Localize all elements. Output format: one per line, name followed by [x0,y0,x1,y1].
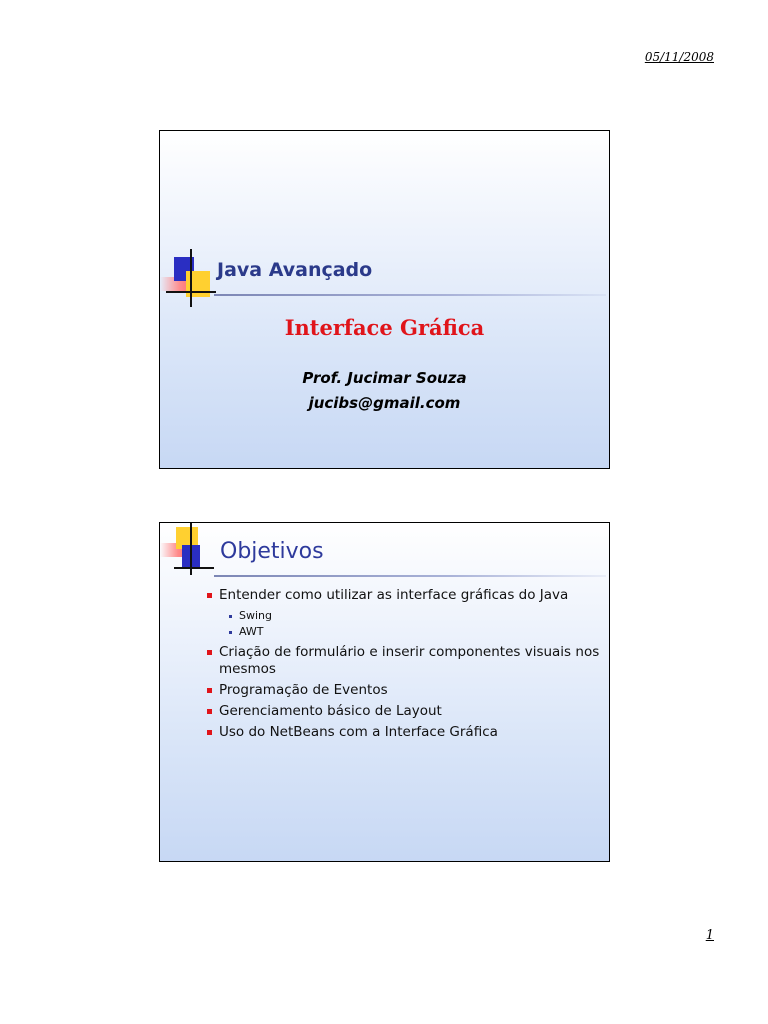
author-name: Prof. Jucimar Souza [302,369,467,387]
square-bullet-icon [207,688,212,693]
heading-divider [214,575,606,577]
objectives-list [205,587,600,745]
list-item-text: Entender como utilizar as interface gráficas do Java [219,587,569,603]
square-bullet-icon [229,615,232,618]
square-bullet-icon [207,593,212,598]
list-item-text: Criação de formulário e inserir componentes visuais nos mesmos [219,644,600,677]
page-number: 1 [705,928,714,943]
square-bullet-icon [207,650,212,655]
author-email: jucibs@gmail.com [308,394,461,412]
list-item-text: AWT [239,625,264,638]
square-bullet-icon [207,730,212,735]
slide-objectives [159,522,610,862]
slide-logo-icon [160,249,220,309]
list-item [205,644,600,678]
sub-list-item [205,624,600,640]
presentation-subject: Java Avançado [217,259,373,281]
slide-heading: Objetivos [220,539,324,564]
list-item-text: Programação de Eventos [219,682,388,698]
list-item [205,587,600,604]
list-item-text: Gerenciamento básico de Layout [219,703,442,719]
page-date: 05/11/2008 [644,50,714,64]
title-divider [214,294,606,296]
slide-title [159,130,610,469]
slide-logo-icon [160,523,220,583]
list-item [205,682,600,699]
square-bullet-icon [207,709,212,714]
list-item-text: Uso do NetBeans com a Interface Gráfica [219,724,498,740]
square-bullet-icon [229,631,232,634]
sub-list-item [205,608,600,624]
list-item [205,703,600,720]
slide-title-text: Interface Gráfica [284,315,485,340]
list-item [205,724,600,741]
list-item-text: Swing [239,609,272,622]
